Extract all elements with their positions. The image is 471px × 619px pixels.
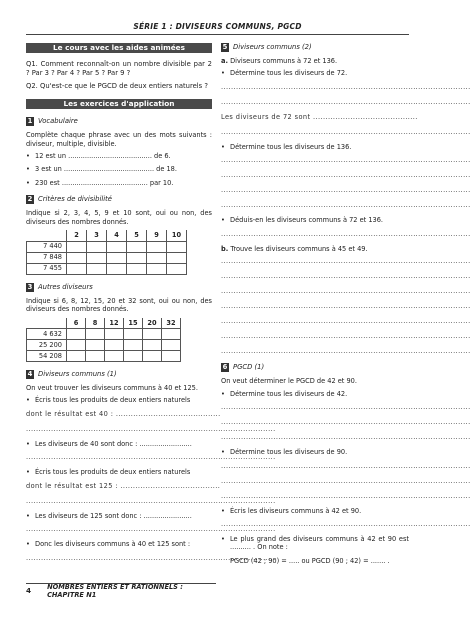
part-letter: b.: [221, 244, 229, 253]
instruction-bullet[interactable]: • Le plus grand des diviseurs communs à 42 et 90 est .......... . On note :: [221, 535, 409, 552]
page-number: 4: [26, 586, 32, 596]
exercise-4-instructions: On veut trouver les diviseurs communs à 40 et 125.: [26, 384, 198, 392]
row-label: 25 200: [27, 340, 67, 351]
answer-line[interactable]: ....................................................................................................: [221, 171, 471, 180]
answer-line[interactable]: ....................................................................................................: [26, 496, 276, 505]
answer-line[interactable]: ....................................................................................................: [221, 476, 471, 485]
answer-cell[interactable]: [124, 351, 143, 362]
exercise-number: 4: [27, 370, 33, 378]
column-header: 9: [147, 230, 167, 241]
page-header: [26, 22, 409, 35]
answer-line[interactable]: ....................................................................................................: [26, 424, 276, 433]
exercise-1-instructions: Complète chaque phrase avec un des mots suivants : diviseur, multiple, divisible.: [26, 131, 212, 148]
part-b: [221, 245, 409, 253]
column-header: 6: [67, 318, 86, 329]
answer-cell[interactable]: [127, 252, 147, 263]
exercise-number: 1: [27, 117, 33, 126]
fill-sentence[interactable]: • 12 est un ........................................ de 6.: [26, 152, 212, 160]
exercise-title: Critères de divisibilité: [38, 195, 112, 204]
column-header: 32: [162, 318, 181, 329]
answer-cell[interactable]: [124, 329, 143, 340]
answer-cell[interactable]: [143, 351, 162, 362]
answer-cell[interactable]: [67, 351, 86, 362]
instruction-bullet: • Détermine tous les diviseurs de 136.: [221, 143, 409, 151]
answer-cell[interactable]: [147, 252, 167, 263]
answer-cell[interactable]: [162, 351, 181, 362]
course-banner: Le cours avec les aides animées: [26, 43, 212, 53]
row-label: 7 455: [27, 263, 67, 274]
exercise-2-heading: [26, 195, 212, 204]
answer-cell[interactable]: [124, 340, 143, 351]
pgcd-notation[interactable]: PGCD (42 ; 90) = ..... ou PGCD (90 ; 42) = ....... .: [230, 556, 390, 565]
answer-line[interactable]: ....................................................................................................: [221, 491, 471, 500]
answer-line[interactable]: ....................................................................................................: [221, 257, 471, 266]
answer-cell[interactable]: [67, 241, 87, 252]
answer-cell[interactable]: [105, 329, 124, 340]
instruction-bullet: • Détermine tous les diviseurs de 72.: [221, 69, 409, 77]
column-header: 5: [127, 230, 147, 241]
fill-sentence[interactable]: • 3 est un ........................................... de 18.: [26, 165, 212, 173]
exercise-6-heading: [221, 363, 409, 372]
answer-cell[interactable]: [143, 329, 162, 340]
exercise-title: Diviseurs communs (1): [38, 370, 117, 379]
answer-cell[interactable]: [87, 252, 107, 263]
answer-line[interactable]: ....................................................................................................: [221, 127, 471, 136]
column-header: 4: [107, 230, 127, 241]
instruction-bullet: • Écris tous les produits de deux entiers naturels: [26, 396, 212, 404]
answer-line[interactable]: ....................................................................................................: [221, 201, 471, 210]
answer-line[interactable]: ....................................................................................................: [221, 433, 471, 442]
instruction-bullet: • Détermine tous les diviseurs de 42.: [221, 390, 409, 398]
answer-cell[interactable]: [67, 329, 86, 340]
part-text: Trouve les diviseurs communs à 45 et 49.: [230, 244, 368, 253]
answer-cell[interactable]: [127, 263, 147, 274]
answer-line[interactable]: ....................................................................................................: [221, 519, 471, 528]
answer-line[interactable]: dont le résultat est 40 : ..........................................: [26, 409, 221, 418]
exercise-1-heading: [26, 117, 212, 126]
instruction-bullet: • Détermine tous les diviseurs de 90.: [221, 448, 409, 456]
divisibility-table: [26, 230, 187, 275]
answer-cell[interactable]: [167, 263, 187, 274]
answer-cell[interactable]: [87, 263, 107, 274]
answer-line[interactable]: ....................................................................................................: [221, 287, 471, 296]
answer-cell[interactable]: [86, 351, 105, 362]
divisors-table: [26, 318, 181, 363]
part-letter: a.: [221, 57, 228, 65]
exercise-5-heading: [221, 43, 409, 52]
exercise-6-instructions: On veut déterminer le PGCD de 42 et 90.: [221, 377, 357, 386]
answer-cell[interactable]: [67, 263, 87, 274]
row-label: 54 208: [27, 351, 67, 362]
answer-cell[interactable]: [87, 241, 107, 252]
chapter-title: NOMBRES ENTIERS ET RATIONNELS : CHAPITRE N1: [47, 582, 183, 599]
answer-line[interactable]: ....................................................................................................: [221, 403, 471, 412]
column-header: 10: [167, 230, 187, 241]
exercise-number: 5: [222, 43, 228, 51]
column-header: 12: [105, 318, 124, 329]
column-header: 20: [143, 318, 162, 329]
answer-line[interactable]: ....................................................................................................: [221, 317, 471, 326]
column-header: 8: [86, 318, 105, 329]
answer-line[interactable]: ....................................................................................................: [221, 186, 471, 195]
answer-cell[interactable]: [143, 340, 162, 351]
answer-cell[interactable]: [67, 340, 86, 351]
answer-line[interactable]: ....................................................................................................: [221, 418, 471, 427]
instruction-bullet: • Donc les diviseurs communs à 40 et 125 sont :: [26, 540, 212, 548]
instruction-bullet: • Déduis-en les diviseurs communs à 72 et 136.: [221, 216, 409, 224]
answer-line[interactable]: ....................................................................................................: [221, 82, 471, 91]
question-q2: Q2. Qu'est-ce que le PGCD de deux entiers naturels ?: [26, 82, 208, 91]
answer-cell[interactable]: [107, 241, 127, 252]
exercise-3-heading: [26, 283, 212, 292]
instruction-bullet[interactable]: • Les diviseurs de 40 sont donc : .........................: [26, 440, 212, 448]
part-text: Diviseurs communs à 72 et 136.: [230, 57, 338, 65]
answer-cell[interactable]: [86, 340, 105, 351]
column-header: 2: [67, 230, 87, 241]
exercises-banner: Les exercices d'application: [26, 99, 212, 109]
answer-line[interactable]: ....................................................................................................: [221, 272, 471, 281]
series-title: SÉRIE 1 : DIVISEURS COMMUNS, PGCD: [133, 22, 302, 31]
answer-line[interactable]: ....................................................................................................: [221, 97, 471, 106]
page-footer: [26, 582, 216, 599]
answer-cell[interactable]: [105, 351, 124, 362]
answer-line[interactable]: ....................................................................................................: [221, 229, 471, 238]
answer-cell[interactable]: [107, 263, 127, 274]
answer-line[interactable]: ....................................................................................................: [221, 461, 471, 470]
answer-cell[interactable]: [86, 329, 105, 340]
column-header: 15: [124, 318, 143, 329]
exercise-title: Diviseurs communs (2): [233, 43, 312, 52]
answer-cell[interactable]: [167, 252, 187, 263]
answer-line[interactable]: Les diviseurs de 72 sont ..........................................: [221, 112, 418, 121]
answer-cell[interactable]: [105, 340, 124, 351]
answer-cell[interactable]: [127, 241, 147, 252]
answer-cell[interactable]: [107, 252, 127, 263]
answer-line[interactable]: dont le résultat est 125 : ........................................: [26, 481, 221, 490]
row-label: 4 632: [27, 329, 67, 340]
answer-line[interactable]: ....................................................................................................: [26, 453, 276, 462]
exercise-number: 2: [27, 195, 33, 204]
question-q1: Q1. Comment reconnaît-on un nombre divisible par 2 ? Par 3 ? Par 4 ? Par 5 ? Par 9 ?: [26, 60, 212, 77]
answer-line[interactable]: ....................................................................................................: [221, 347, 471, 356]
instruction-bullet: • Écris les diviseurs communs à 42 et 90.: [221, 507, 409, 515]
right-column: [221, 43, 471, 569]
answer-cell[interactable]: [67, 252, 87, 263]
answer-line[interactable]: ....................................................................................................: [221, 332, 471, 341]
answer-line[interactable]: ....................................................................................................: [26, 553, 276, 562]
fill-sentence[interactable]: • 230 est ......................................... par 10.: [26, 179, 212, 187]
instruction-bullet[interactable]: • Les diviseurs de 125 sont donc : .......................: [26, 512, 212, 520]
exercise-2-instructions: Indique si 2, 3, 4, 5, 9 et 10 sont, oui ou non, des diviseurs des nombres donnés.: [26, 209, 212, 226]
exercise-number: 6: [222, 363, 228, 372]
exercise-title: Vocabulaire: [38, 117, 78, 126]
row-label: 7 848: [27, 252, 67, 263]
answer-line[interactable]: ....................................................................................................: [26, 525, 276, 534]
column-header: 3: [87, 230, 107, 241]
instruction-bullet: • Écris tous les produits de deux entiers naturels: [26, 468, 212, 476]
answer-cell[interactable]: [147, 241, 167, 252]
exercise-title: PGCD (1): [233, 363, 265, 372]
answer-cell[interactable]: [162, 329, 181, 340]
row-label: 7 440: [27, 241, 67, 252]
answer-line[interactable]: ....................................................................................................: [221, 302, 471, 311]
answer-cell[interactable]: [167, 241, 187, 252]
exercise-3-instructions: Indique si 6, 8, 12, 15, 20 et 32 sont, oui ou non, des diviseurs des nombres donnés.: [26, 296, 212, 314]
part-a: [221, 57, 409, 65]
answer-cell[interactable]: [162, 340, 181, 351]
exercise-4-heading: [26, 370, 212, 379]
answer-line[interactable]: ....................................................................................................: [221, 156, 471, 165]
exercise-number: 3: [27, 282, 33, 291]
answer-cell[interactable]: [147, 263, 167, 274]
exercise-title: Autres diviseurs: [38, 282, 93, 291]
